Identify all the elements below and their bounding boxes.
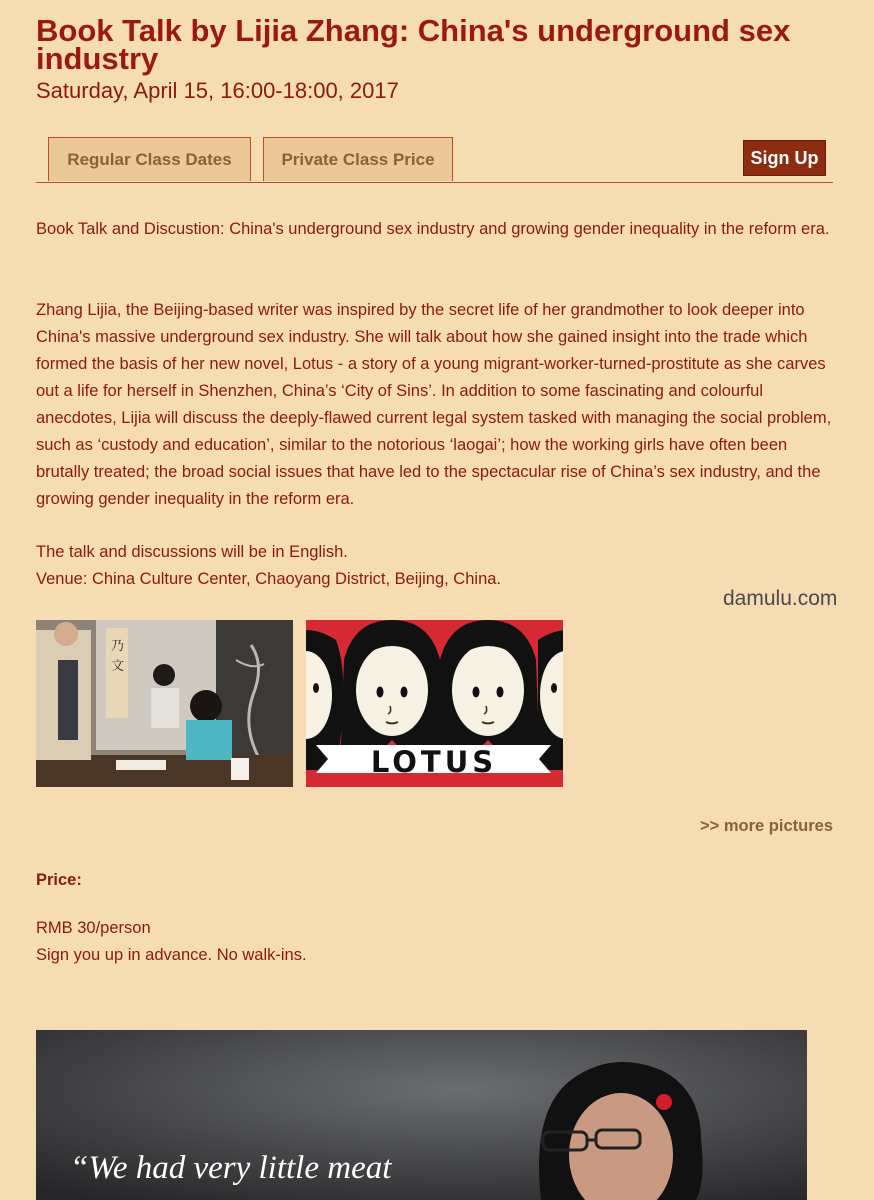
svg-text:文: 文 [111,659,125,674]
event-datetime: Saturday, April 15, 16:00-18:00, 2017 [36,78,399,103]
watermark: damulu.com [723,587,838,610]
event-photo-illustration [36,620,293,787]
tab-private-class-price[interactable]: Private Class Price [263,137,453,181]
event-photo[interactable] [36,620,293,787]
tab-divider [36,182,833,183]
quote-banner[interactable] [36,1030,807,1200]
svg-text:乃: 乃 [111,639,125,654]
price-amount: RMB 30/person [36,919,151,937]
tab-regular-class-dates[interactable]: Regular Class Dates [48,137,251,181]
lotus-cover-illustration [306,620,563,787]
page-title: Book Talk by Lijia Zhang: China's underground sex industry [36,13,791,76]
description-paragraph: Zhang Lijia, the Beijing-based writer was inspired by the secret life of her grandmother to look deeper into China's massive underground sex industry. She will talk about how she gained insight into the trade which formed the basis of her new novel, Lotus - a story of a young migrant-worker-turned-prostitute as she carves out a life for herself in Shenzhen, China’s ‘City of Sins’. In addition to some fascinating and colourful anecdotes, Lijia will discuss the deeply-flawed current legal system tasked with managing the social problem, such as ‘custody and education’, similar to the notorious ‘laogai’; how the working girls have often been brutally treated; the broad social issues that have led to the spectacular rise of China’s sex industry, and the growing gender inequality in the reform era. [36,301,832,508]
book-cover-image[interactable] [306,620,563,787]
language-note: The talk and discussions will be in English. [36,543,348,561]
sign-up-button[interactable]: Sign Up [743,140,826,176]
cover-title: LOTUS [370,745,498,779]
venue-text: Venue: China Culture Center, Chaoyang District, Beijing, China. [36,570,502,588]
more-pictures-link[interactable]: >> more pictures [700,817,833,835]
price-heading: Price: [36,871,82,889]
price-note: Sign you up in advance. No walk-ins. [36,946,307,964]
banner-quote: “We had very little meat [70,1150,392,1186]
intro-paragraph: Book Talk and Discustion: China's underground sex industry and growing gender inequality in the reform era. [36,220,830,238]
